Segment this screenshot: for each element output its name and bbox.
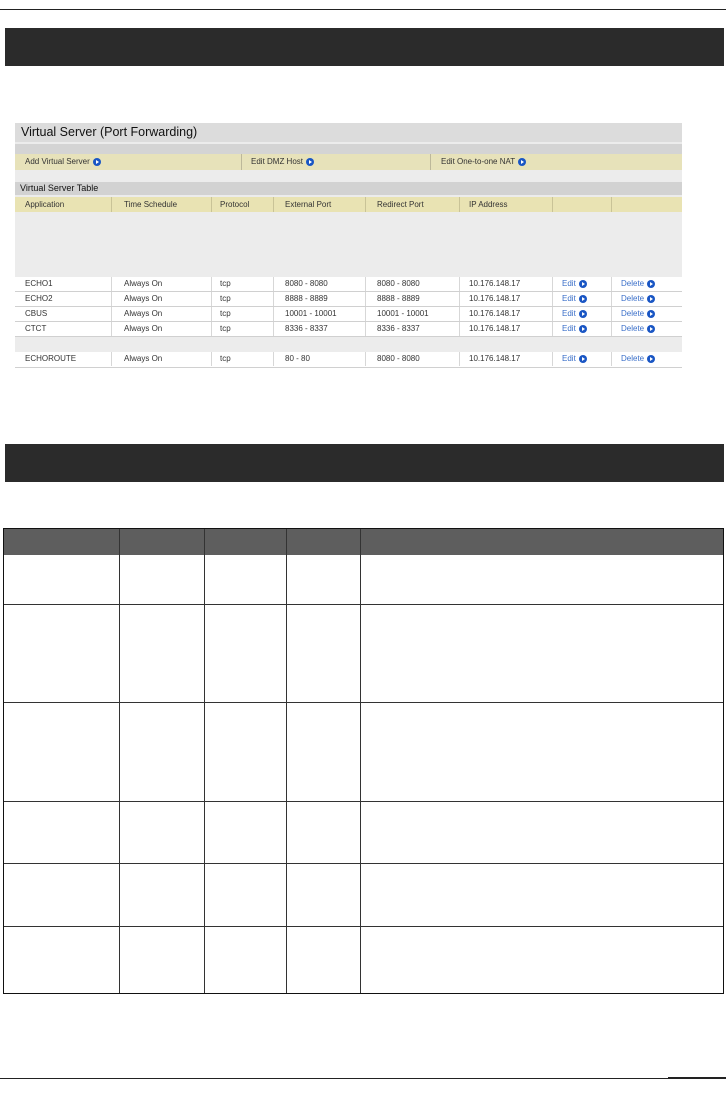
grid-row-line xyxy=(4,801,723,802)
circle-arrow-icon xyxy=(579,325,587,333)
edit-link[interactable] xyxy=(562,292,587,306)
grid-column-line xyxy=(286,529,287,993)
cell-protocol: tcp xyxy=(220,324,231,333)
grid-row-line xyxy=(4,702,723,703)
cell-protocol: tcp xyxy=(220,309,231,318)
header-divider xyxy=(365,197,366,212)
circle-arrow-icon xyxy=(579,295,587,303)
row-divider xyxy=(459,292,460,306)
row-divider xyxy=(365,352,366,366)
row-divider xyxy=(211,322,212,336)
row-divider xyxy=(552,307,553,321)
edit-label: Edit xyxy=(562,309,576,318)
section-banner-top xyxy=(5,28,724,66)
cell-protocol: tcp xyxy=(220,279,231,288)
row-divider xyxy=(365,307,366,321)
row-divider xyxy=(611,307,612,321)
header-divider xyxy=(111,197,112,212)
cell-ip-address: 10.176.148.17 xyxy=(469,309,521,318)
edit-one-to-one-nat-label: Edit One-to-one NAT xyxy=(441,157,516,166)
header-application: Application xyxy=(25,200,65,209)
cell-application: ECHO1 xyxy=(25,279,53,288)
row-divider xyxy=(459,322,460,336)
table-row xyxy=(15,277,682,292)
delete-label: Delete xyxy=(621,294,645,303)
row-divider xyxy=(459,277,460,291)
row-divider xyxy=(273,277,274,291)
add-virtual-server-link[interactable] xyxy=(25,154,101,170)
row-divider xyxy=(273,307,274,321)
edit-one-to-one-nat-link[interactable] xyxy=(441,154,526,170)
top-rule xyxy=(0,9,726,10)
row-divider xyxy=(611,322,612,336)
row-divider xyxy=(211,292,212,306)
circle-arrow-icon xyxy=(579,280,587,288)
nav-divider xyxy=(430,154,431,170)
row-divider xyxy=(365,292,366,306)
grid-column-line xyxy=(204,529,205,993)
circle-arrow-icon xyxy=(518,158,526,166)
delete-link[interactable] xyxy=(621,352,655,366)
cell-application: CBUS xyxy=(25,309,48,318)
edit-link[interactable] xyxy=(562,322,587,336)
row-divider xyxy=(611,277,612,291)
circle-arrow-icon xyxy=(647,280,655,288)
delete-label: Delete xyxy=(621,354,645,363)
table-row xyxy=(15,352,682,368)
edit-link[interactable] xyxy=(562,277,587,291)
row-divider xyxy=(552,277,553,291)
bottom-rule xyxy=(0,1078,726,1079)
cell-external-port: 8336 - 8337 xyxy=(285,324,328,333)
cell-redirect-port: 10001 - 10001 xyxy=(377,309,429,318)
row-divider xyxy=(611,292,612,306)
edit-label: Edit xyxy=(562,324,576,333)
panel-title: Virtual Server (Port Forwarding) xyxy=(15,123,682,142)
row-divider xyxy=(611,352,612,366)
edit-link[interactable] xyxy=(562,307,587,321)
cell-application: CTCT xyxy=(25,324,47,333)
row-divider xyxy=(273,292,274,306)
row-divider xyxy=(111,307,112,321)
cell-schedule: Always On xyxy=(124,324,163,333)
cell-schedule: Always On xyxy=(124,309,163,318)
cell-ip-address: 10.176.148.17 xyxy=(469,324,521,333)
cell-protocol: tcp xyxy=(220,354,231,363)
row-divider xyxy=(111,322,112,336)
row-divider xyxy=(111,352,112,366)
cell-schedule: Always On xyxy=(124,279,163,288)
edit-dmz-host-label: Edit DMZ Host xyxy=(251,157,304,166)
delete-link[interactable] xyxy=(621,322,655,336)
edit-label: Edit xyxy=(562,279,576,288)
circle-arrow-icon xyxy=(647,310,655,318)
delete-link[interactable] xyxy=(621,307,655,321)
row-divider xyxy=(111,292,112,306)
row-divider xyxy=(552,352,553,366)
nav-divider xyxy=(241,154,242,170)
grid-row-line xyxy=(4,863,723,864)
panel-strip xyxy=(15,144,682,154)
row-divider xyxy=(459,307,460,321)
header-ip-address: IP Address xyxy=(469,200,508,209)
cell-ip-address: 10.176.148.17 xyxy=(469,354,521,363)
delete-label: Delete xyxy=(621,279,645,288)
nav-bar xyxy=(15,154,682,170)
row-divider xyxy=(273,322,274,336)
row-divider xyxy=(552,322,553,336)
header-divider xyxy=(211,197,212,212)
header-divider xyxy=(611,197,612,212)
virtual-server-panel xyxy=(15,123,682,368)
table-row xyxy=(15,307,682,322)
header-divider xyxy=(552,197,553,212)
edit-label: Edit xyxy=(562,354,576,363)
section-banner-middle xyxy=(5,444,724,482)
delete-label: Delete xyxy=(621,324,645,333)
cell-schedule: Always On xyxy=(124,354,163,363)
header-protocol: Protocol xyxy=(220,200,250,209)
table-row xyxy=(15,292,682,307)
grid-column-line xyxy=(360,529,361,993)
description-grid xyxy=(3,528,724,994)
cell-redirect-port: 8080 - 8080 xyxy=(377,279,420,288)
bottom-rule-accent xyxy=(668,1077,726,1079)
circle-arrow-icon xyxy=(579,310,587,318)
cell-ip-address: 10.176.148.17 xyxy=(469,294,521,303)
row-divider xyxy=(459,352,460,366)
cell-application: ECHO2 xyxy=(25,294,53,303)
delete-label: Delete xyxy=(621,309,645,318)
row-divider xyxy=(273,352,274,366)
delete-link[interactable] xyxy=(621,292,655,306)
cell-redirect-port: 8888 - 8889 xyxy=(377,294,420,303)
grid-column-line xyxy=(119,529,120,993)
virtual-server-table-title: Virtual Server Table xyxy=(15,182,682,195)
row-divider xyxy=(211,352,212,366)
circle-arrow-icon xyxy=(93,158,101,166)
circle-arrow-icon xyxy=(647,355,655,363)
circle-arrow-icon xyxy=(647,325,655,333)
circle-arrow-icon xyxy=(306,158,314,166)
grid-header xyxy=(4,529,723,555)
circle-arrow-icon xyxy=(579,355,587,363)
cell-application: ECHOROUTE xyxy=(25,354,77,363)
row-divider xyxy=(365,277,366,291)
table-row xyxy=(15,322,682,337)
virtual-server-table-header xyxy=(15,197,682,212)
cell-external-port: 80 - 80 xyxy=(285,354,310,363)
row-divider xyxy=(211,307,212,321)
header-divider xyxy=(273,197,274,212)
header-time-schedule: Time Schedule xyxy=(124,200,178,209)
header-external-port: External Port xyxy=(285,200,332,209)
circle-arrow-icon xyxy=(647,295,655,303)
header-divider xyxy=(459,197,460,212)
edit-label: Edit xyxy=(562,294,576,303)
row-divider xyxy=(552,292,553,306)
delete-link[interactable] xyxy=(621,277,655,291)
cell-external-port: 8080 - 8080 xyxy=(285,279,328,288)
cell-ip-address: 10.176.148.17 xyxy=(469,279,521,288)
row-divider xyxy=(111,277,112,291)
add-virtual-server-label: Add Virtual Server xyxy=(25,157,90,166)
grid-row-line xyxy=(4,926,723,927)
row-divider xyxy=(365,322,366,336)
header-redirect-port: Redirect Port xyxy=(377,200,424,209)
row-divider xyxy=(211,277,212,291)
cell-external-port: 8888 - 8889 xyxy=(285,294,328,303)
edit-link[interactable] xyxy=(562,352,587,366)
cell-redirect-port: 8080 - 8080 xyxy=(377,354,420,363)
cell-schedule: Always On xyxy=(124,294,163,303)
cell-external-port: 10001 - 10001 xyxy=(285,309,337,318)
grid-row-line xyxy=(4,604,723,605)
cell-protocol: tcp xyxy=(220,294,231,303)
cell-redirect-port: 8336 - 8337 xyxy=(377,324,420,333)
edit-dmz-host-link[interactable] xyxy=(251,154,314,170)
